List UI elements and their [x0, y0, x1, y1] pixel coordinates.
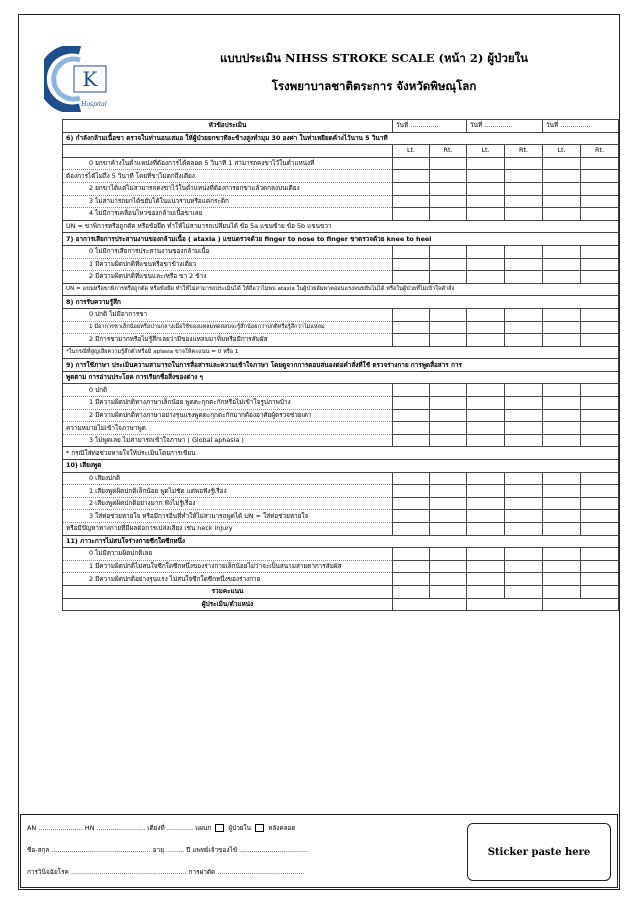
section-8-note: *ในกรณีที่สูญเสียความรู้สึกตัวหรือมี aplasia ขาจให้คะแนน = 0 หรือ 1: [63, 346, 619, 359]
s6-item: 3 ไม่สามารถยกได้ขยับได้ในแนวราบหรือแค่กระดิก: [63, 195, 393, 208]
lt-label: Lt.: [393, 145, 430, 158]
rt-label: Rt.: [430, 145, 467, 158]
s11-item: 1 มีความผิดปกติไม่สนใจซีกใดซีกหนึ่งของร่างกายเล็กน้อยไม่ว่าจะเป็นสนามสายตาการสัมผัส: [63, 560, 393, 573]
section-11-title: 11) ภาวะการไม่สนใจร่างกายซีกใดซีกหนึ่ง: [63, 535, 619, 548]
score-cell[interactable]: [505, 585, 543, 598]
score-cell[interactable]: [393, 585, 430, 598]
section-10-title: 10) เสียงพูด: [63, 460, 619, 473]
rt-label: Rt.: [505, 145, 543, 158]
patient-info-footer: [20, 814, 618, 888]
assessor-label: ผู้ประเมิน/ตำแหน่ง: [63, 598, 393, 611]
section-6-title: 6) กำลังกล้ามเนื้อขา ตรวจในท่านอนเสมอ ให้ผู้ป่วยยกขาทีละข้างสูงทำมุม 30 องศา ในท่าเหยียดค้างไว้นาน 5 วินาที: [63, 132, 619, 145]
s9-item: 0 ปกติ: [63, 384, 393, 397]
section-9-title: 9) การใช้ภาษา ประเมินความสามารถในการสื่อสารและความเข้าใจภาษา โดยดูจากการตอบสนองต่อคำสั่งที่ใช้ ตรวจร่างกาย การพูดสื่อสาร การ: [63, 359, 619, 372]
s8-item: 1 มีอาการชาเล็กน้อยหรือปานกลางเมื่อใช้ของแหลมทดสอบจะรู้สึกน้อยกว่าปกติหรือรู้สึกว่าไม่แหลม: [63, 321, 393, 334]
patient-id-line: [27, 823, 296, 833]
diagnosis-field[interactable]: การวินิจฉัยโรค ......................................................... การผ่าตัด ...........................................: [27, 868, 305, 876]
lt-label: Lt.: [543, 145, 581, 158]
postpartum-label: หลังคลอด: [268, 824, 296, 832]
s10-item: 2 เสียงพูดผิดปกติอย่างมาก ฟังไม่รู้เรื่อง: [63, 497, 393, 510]
lt-label: Lt.: [467, 145, 505, 158]
opd-checkbox[interactable]: [215, 824, 224, 832]
page-title: แบบประเมิน NIHSS STROKE SCALE (หน้า 2) ผู้ป่วยใน: [219, 51, 529, 65]
s10-item: 1 เสียงพูดผิดปกติเล็กน้อย พูดไม่ชัด แต่พอฟังรู้เรื่อง: [63, 485, 393, 498]
s8-item: 0 ปกติ ไม่มีอาการชา: [63, 308, 393, 321]
assessor-cell[interactable]: [393, 598, 467, 611]
total-score-label: รวมคะแนน: [63, 585, 393, 598]
s11-item: 2 มีความผิดปกติอย่างรุนแรง ไม่สนใจซีกใดซีกหนึ่งของร่างกาย: [63, 573, 393, 586]
s7-item: 2 มีความผิดปกติที่แขนและ/หรือ ขา 2 ข้าง: [63, 271, 393, 284]
date-1-field[interactable]: วันที่ ..............: [393, 120, 467, 133]
topic-header: หัวข้อประเมิน: [63, 120, 393, 133]
s6-item: 4 ไม่มีการเคลื่อนไหวของกล้ามเนื้อขาเลย: [63, 208, 393, 221]
section-7-note: UN = แขนหรือขาพิการหรือถูกตัด หรือข้อยึด ทำให้ไม่สามารถประเมินได้ ให้ถือว่าไม่พบ ataxia ในผู้ป่วยอัมพาตอ่อนแรงจนขยับไม่ได้ หรือในผู้ป่วยที่ไม่เข้าใจคำสั่ง: [63, 283, 619, 296]
assessor-cell[interactable]: [543, 598, 619, 611]
hospital-logo: [44, 46, 116, 112]
s9-item: 1 มีความผิดปกติทางภาษาเล็กน้อย พูดตะกุกตะกักหรือไม่เข้าใจรูปภาพบ้าง: [63, 397, 393, 410]
section-6-note: UN = ขาพิการหรือถูกตัด หรือข้อยึด ทำให้ไม่สามารถเปลี่ยนได้ ข้อ 5a แขนซ้าย ข้อ 5b แขนขวา: [63, 220, 619, 233]
date-3-field[interactable]: วันที่ ...............: [543, 120, 619, 133]
section-7-title: 7) อาการเสียการประสานงานของกล้ามเนื้อ ( ataxia ) แขนตรวจด้วย finger to nose to finger ขาตรวจด้วย knee to heel: [63, 233, 619, 246]
s10-item: หรือมีปัญหาทางกายที่มีผลต่อการเปล่งเสียง เช่น neck injury: [63, 523, 393, 536]
score-cell[interactable]: [543, 585, 581, 598]
s7-item: 0 ไม่มีการเสียการประสานงานของกล้ามเนื้อ: [63, 245, 393, 258]
an-hn-field[interactable]: AN ...................... HN ........................ เตียงที่ ............. แผนก: [27, 824, 212, 832]
s9-item: 2 มีความผิดปกติทางภาษาอย่างรุนแรงพูดตะกุกตะกักมากต้องอาศัยผู้ตรวจช่วยเดา: [63, 409, 393, 422]
s6-item: ต้องการได้ไม่ถึง 5 วินาที โดยที่ขาไม่ตกถึงเตียง: [63, 170, 393, 183]
s10-item: 3 ใส่ท่อช่วยหายใจ หรือมีการอื่นที่ทำให้ไม่สามารถพูดได้ UN = ใส่ท่อช่วยหายใจ: [63, 510, 393, 523]
assessment-table: [62, 119, 619, 611]
opd-label: ผู้ป่วยใน: [228, 824, 252, 832]
score-cell[interactable]: [430, 585, 467, 598]
s9-item: ความหมายไม่เข้าใจภาษาพูด: [63, 422, 393, 435]
date-2-field[interactable]: วันที่ ..............: [467, 120, 543, 133]
logo-letter: K: [82, 67, 98, 91]
section-9-title-cont: พูดตาม การอ่านประโยค การเรียกชื่อสิ่งของต่าง ๆ: [63, 371, 619, 384]
s10-item: 0 เสียงปกติ: [63, 472, 393, 485]
s8-item: 2 มีการชามากหรือไม่รู้สึกเลยว่ามีของแหลมมาทิ่มหรือมีการสัมผัส: [63, 334, 393, 347]
s7-item: 1 มีความผิดปกติที่แขนหรือขาข้างเดียว: [63, 258, 393, 271]
hospital-name: โรงพยาบาลชาติตระการ จังหวัดพิษณุโลก: [271, 79, 477, 93]
section-8-title: 8) การรับความรู้สึก: [63, 296, 619, 309]
assessor-cell[interactable]: [467, 598, 543, 611]
s6-item: 2 ยกขาได้แต่ไม่สามารถคงขาไว้ในตำแหน่งที่ต้องการยกขาแล้วตกลงบนเตียง: [63, 182, 393, 195]
section-9-note: * กรณีใส่ท่อช่วยหายใจให้ประเมินโดยการเขียน: [63, 447, 619, 460]
sticker-box: Sticker paste here: [467, 823, 611, 881]
s11-item: 0 ไม่มีความผิดปกติเลย: [63, 548, 393, 561]
s9-item: 3 ไม่พูดเลย ไม่สามารถเข้าใจภาษา ( Global aphasia ): [63, 434, 393, 447]
patient-name-field[interactable]: ชื่อ-สกุล ................................................. อายุ ......... ปี แพทย์เจ้าของไข้ ..................................: [27, 846, 309, 854]
s6-item: 0 ยกขาค้างในตำแหน่งที่ต้องการได้ตลอด 5 วินาที 1 สามารถคงขาไว้ในตำแหน่งที่: [63, 157, 393, 170]
postpartum-checkbox[interactable]: [255, 824, 264, 832]
score-cell[interactable]: [581, 585, 619, 598]
rt-label: Rt.: [581, 145, 619, 158]
logo-caption: Hospital: [81, 101, 107, 108]
score-cell[interactable]: [467, 585, 505, 598]
